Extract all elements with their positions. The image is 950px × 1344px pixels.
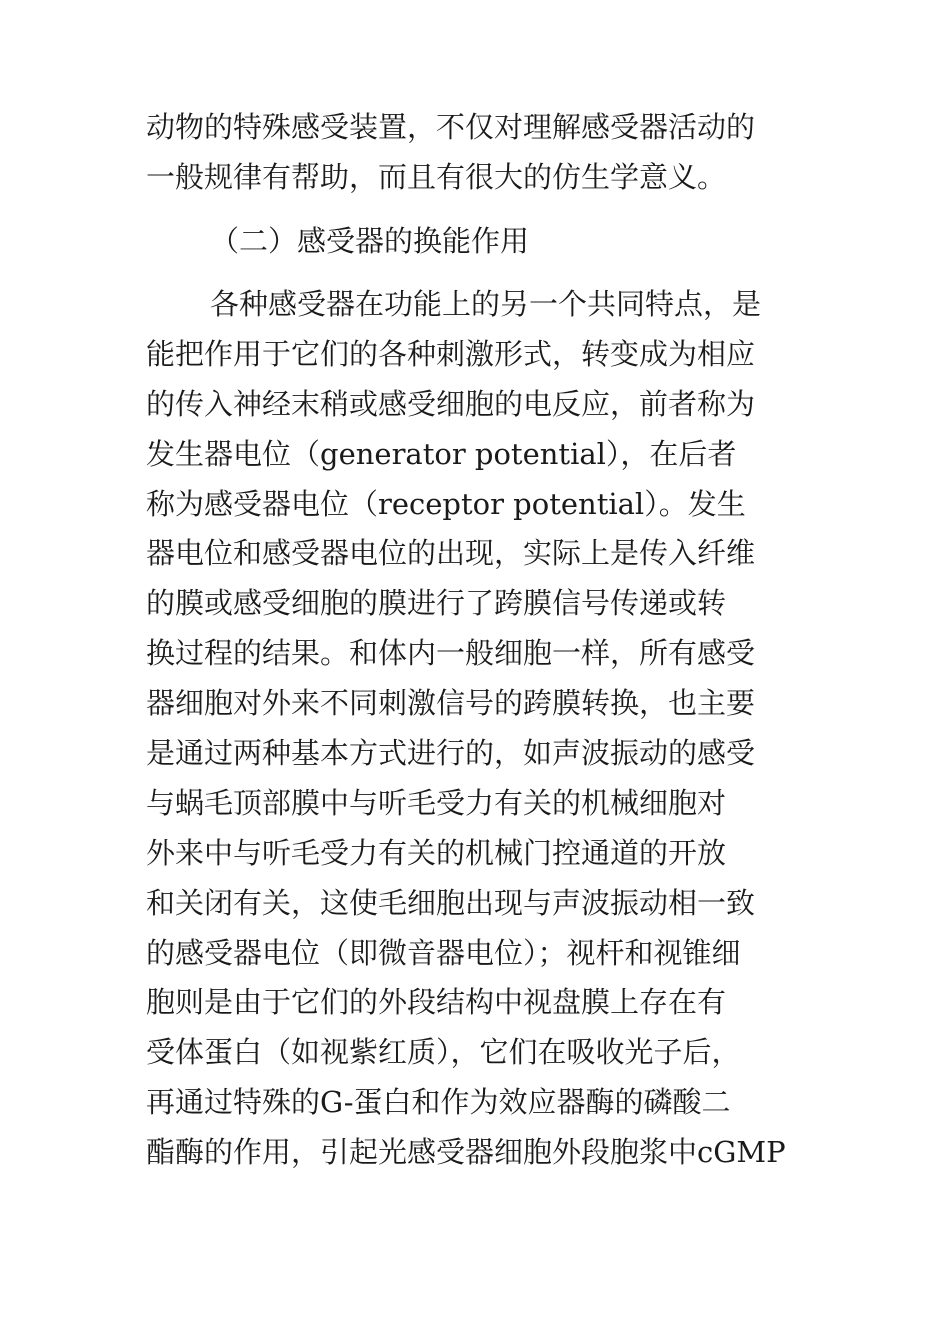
text-line: 一般规律有帮助，而且有很大的仿生学意义。 bbox=[146, 159, 727, 194]
text-line: 各种感受器在功能上的另一个共同特点，是 bbox=[210, 287, 762, 321]
text-line: 动物的特殊感受装置，不仅对理解感受器活动的 bbox=[146, 110, 756, 144]
text-line: 受体蛋白（如视紫红质），它们在吸收光子后， bbox=[146, 1035, 741, 1070]
text-line: 的膜或感受细胞的膜进行了跨膜信号传递或转 bbox=[146, 586, 727, 621]
paragraph-1 bbox=[146, 103, 810, 203]
text-line: 能把作用于它们的各种刺激形式，转变成为相应 bbox=[146, 336, 756, 371]
section-heading-block bbox=[146, 217, 810, 267]
text-line: 和关闭有关，这使毛细胞出现与声波振动相一致 bbox=[146, 885, 756, 920]
text-line: 是通过两种基本方式进行的，如声波振动的感受 bbox=[146, 736, 756, 771]
text-line: 器电位和感受器电位的出现，实际上是传入纤维 bbox=[146, 536, 756, 571]
section-heading: （二）感受器的换能作用 bbox=[210, 224, 530, 258]
text-line: 换过程的结果。和体内一般细胞一样，所有感受 bbox=[146, 636, 756, 671]
text-line: 再通过特殊的G-蛋白和作为效应器酶的磷酸二 bbox=[146, 1085, 731, 1120]
text-line: 发生器电位（generator potential），在后者 bbox=[146, 436, 737, 471]
text-line: 与蜗毛顶部膜中与听毛受力有关的机械细胞对 bbox=[146, 785, 727, 820]
text-line: 外来中与听毛受力有关的机械门控通道的开放 bbox=[146, 835, 727, 870]
text-line: 胞则是由于它们的外段结构中视盘膜上存在有 bbox=[146, 985, 727, 1020]
text-line: 器细胞对外来不同刺激信号的跨膜转换，也主要 bbox=[146, 686, 756, 721]
text-line: 的传入神经末稍或感受细胞的电反应，前者称为 bbox=[146, 386, 756, 421]
text-line: 酯酶的作用，引起光感受器细胞外段胞浆中cGMP bbox=[146, 1135, 786, 1170]
paragraph-2 bbox=[146, 280, 810, 1178]
text-line: 的感受器电位（即微音器电位）；视杆和视锥细 bbox=[146, 935, 741, 970]
text-line: 称为感受器电位（receptor potential）。发生 bbox=[146, 486, 746, 521]
